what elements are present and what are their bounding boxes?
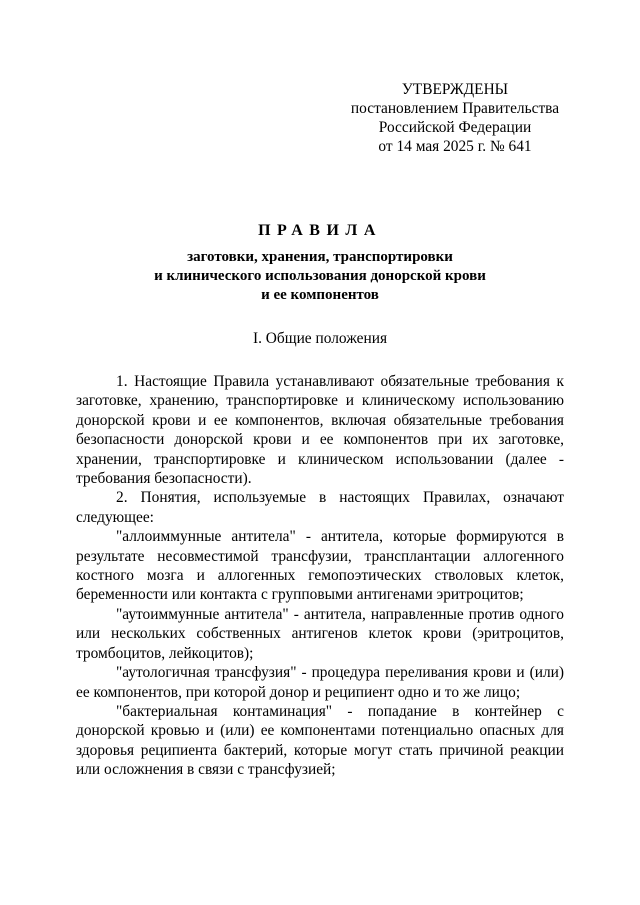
document-title: ПРАВИЛА [258, 222, 382, 239]
paragraph: "аутологичная трансфузия" - процедура переливания крови и (или) ее компонентов, при которой донор и реципиент одно и то же лицо; [76, 664, 564, 701]
document-subtitle [76, 248, 564, 305]
paragraph: "аутоиммунные антитела" - антитела, направленные против одного или нескольких собственных антигенов клеток крови (эритроцитов, тромбоцитов, лейкоцитов); [76, 605, 564, 662]
approval-line: Российской Федерации [378, 119, 532, 136]
approval-stamp [340, 80, 570, 156]
approval-title: УТВЕРЖДЕНЫ [401, 81, 509, 98]
approval-date: от 14 мая 2025 г. № 641 [378, 138, 532, 155]
document-body [76, 372, 564, 780]
paragraph: 1. Настоящие Правила устанавливают обязательные требования к заготовке, хранению, транспортировке и клиническому использованию донорской крови и ее компонентов, включая обязательные требования безопасности донорской крови и ее компонентов при их заготовке, хранении, транспортировке и клиническом использовании (далее - требования безопасности). [76, 373, 564, 488]
paragraph: 2. Понятия, используемые в настоящих Правилах, означают следующее: [76, 489, 564, 526]
subtitle-line: и ее компонентов [261, 287, 379, 303]
approval-line: постановлением Правительства [350, 100, 560, 117]
paragraph: "бактериальная контаминация" - попадание в контейнер с донорской кровью и (или) ее компонентами потенциально опасных для здоровья реципиента бактерий, которые могут стать причиной реакции или осложнения в связи с трансфузией; [76, 702, 564, 779]
paragraph: "аллоиммунные антитела" - антитела, которые формируются в результате несовместимой трансфузии, трансплантации аллогенного костного мозга и аллогенных гемопоэтических стволовых клеток, беременности или контакта с групповыми антигенами эритроцитов; [76, 528, 564, 604]
section-title: I. Общие положения [252, 330, 388, 347]
subtitle-line: заготовки, хранения, транспортировки [187, 249, 453, 265]
subtitle-line: и клинического использования донорской крови [154, 268, 486, 284]
